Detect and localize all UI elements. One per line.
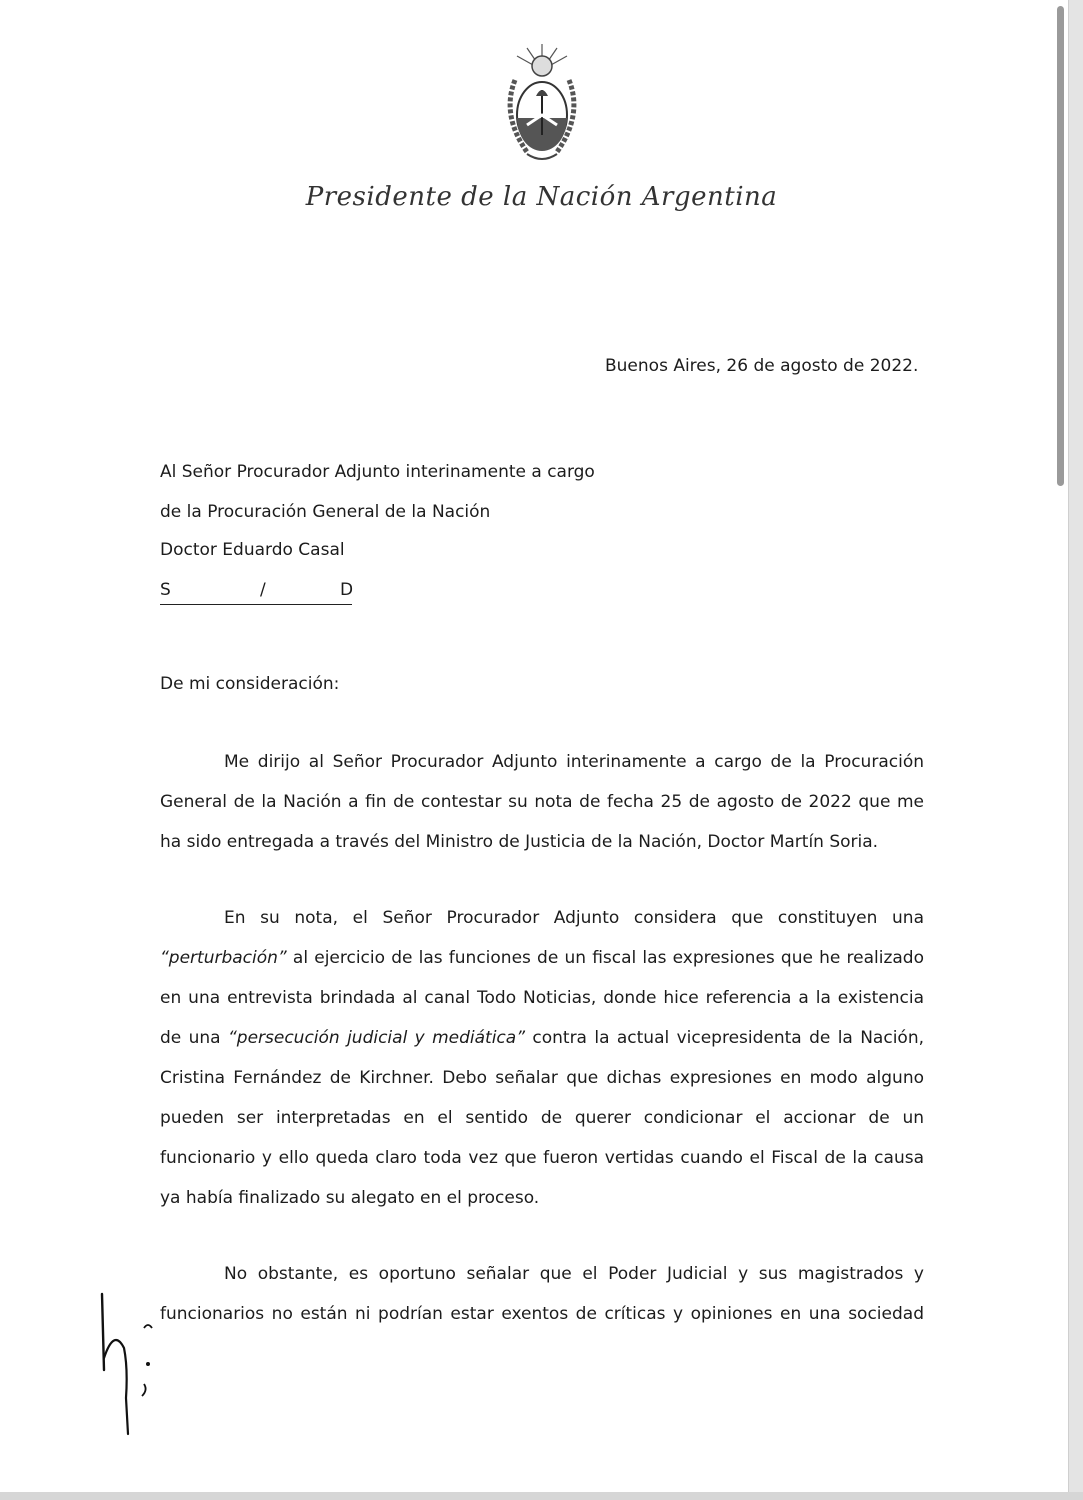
paragraph-2-line: En su nota, el Señor Procurador Adjunto considera que constituyen una [224,908,924,928]
paragraph-2-line: Cristina Fernández de Kirchner. Debo señalar que dichas expresiones en modo alguno [160,1068,924,1088]
paragraph-2-line: en una entrevista brindada al canal Todo Noticias, donde hice referencia a la existencia [160,988,924,1008]
paragraph-2-text: contra la actual vicepresidenta de la Nación, [525,1028,925,1048]
paragraph-2-line [160,1028,924,1048]
quote-perturbacion: “perturbación” [160,948,287,968]
addressee-line-1: Al Señor Procurador Adjunto interinamente a cargo [160,462,595,482]
quote-persecucion: “persecución judicial y mediática” [227,1028,526,1048]
bottom-edge [0,1492,1083,1500]
letterhead-title: Presidente de la Nación Argentina [305,182,778,212]
paragraph-2-line [160,948,924,968]
sd-s: S [160,580,171,600]
paragraph-2-text: de una [160,1028,228,1048]
sd-slash: / [260,580,266,600]
paragraph-1-line: Me dirijo al Señor Procurador Adjunto interinamente a cargo de la Procuración [224,752,924,772]
sd-line [160,580,352,605]
paragraph-3-line: funcionarios no están ni podrían estar exentos de críticas y opiniones en una sociedad [160,1304,924,1324]
sd-d: D [340,580,354,600]
paragraph-1-line: General de la Nación a fin de contestar su nota de fecha 25 de agosto de 2022 que me [160,792,924,812]
paragraph-1-line: ha sido entregada a través del Ministro de Justicia de la Nación, Doctor Martín Soria. [160,832,879,852]
paragraph-2-line: pueden ser interpretadas en el sentido de querer condicionar el accionar de un [160,1108,924,1128]
addressee-line-3: Doctor Eduardo Casal [160,540,345,560]
signature-icon [88,1288,168,1438]
coat-of-arms-icon [497,40,587,170]
letter-date: Buenos Aires, 26 de agosto de 2022. [605,356,919,376]
paragraph-2-line: funcionario y ello queda claro toda vez que fueron vertidas cuando el Fiscal de la causa [160,1148,924,1168]
paragraph-2-text: al ejercicio de las funciones de un fiscal las expresiones que he realizado [286,948,924,968]
addressee-line-2: de la Procuración General de la Nación [160,502,491,522]
paragraph-2-line: ya había finalizado su alegato en el proceso. [160,1188,540,1208]
salutation: De mi consideración: [160,674,340,694]
scrollbar-thumb[interactable] [1057,6,1064,486]
paragraph-3-line: No obstante, es oportuno señalar que el Poder Judicial y sus magistrados y [224,1264,924,1284]
